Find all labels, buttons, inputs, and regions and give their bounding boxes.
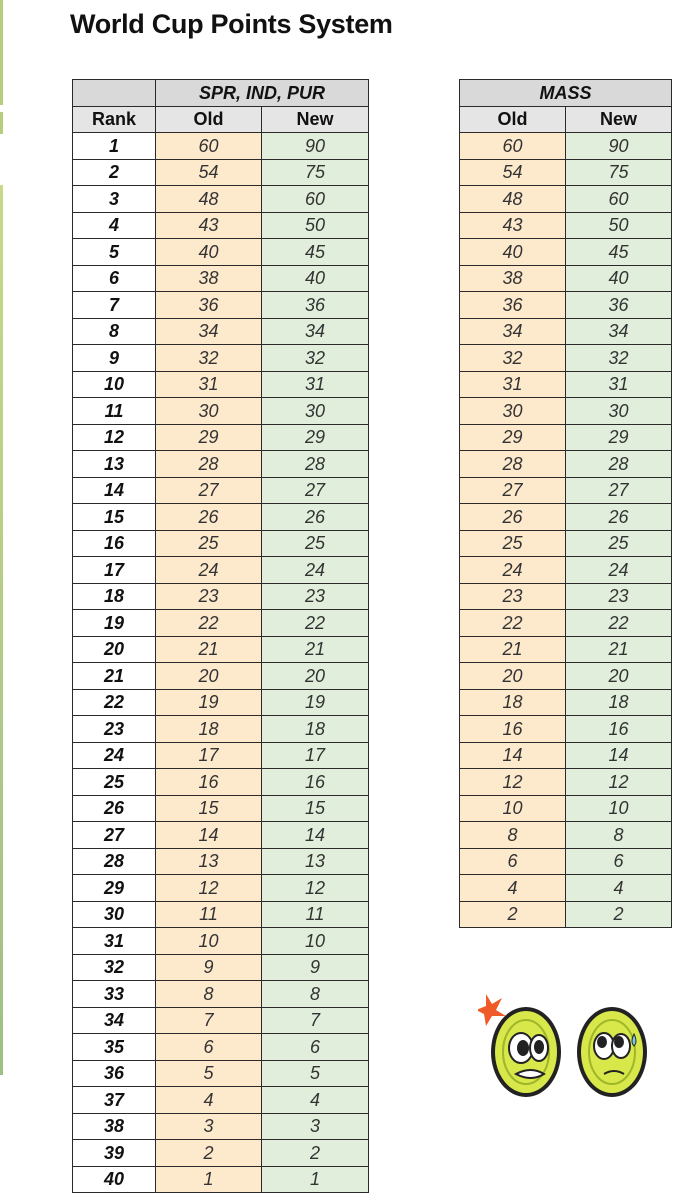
new-points-cell: 20	[262, 663, 369, 690]
new-points-cell: 27	[566, 477, 672, 504]
new-points-cell: 14	[566, 742, 672, 769]
old-points-cell: 24	[460, 557, 566, 584]
old-points-cell: 22	[156, 610, 262, 637]
new-points-cell: 14	[262, 822, 369, 849]
old-points-cell: 12	[156, 875, 262, 902]
table-row	[73, 212, 369, 239]
rank-cell: 21	[73, 663, 156, 690]
new-points-cell: 2	[262, 1140, 369, 1167]
new-points-cell: 7	[262, 1007, 369, 1034]
table-row	[73, 769, 369, 796]
page-title: World Cup Points System	[70, 9, 393, 39]
group-header: MASS	[460, 80, 672, 107]
new-points-cell: 11	[262, 901, 369, 928]
rank-cell: 31	[73, 928, 156, 955]
table-row	[73, 451, 369, 478]
rank-cell: 25	[73, 769, 156, 796]
table-row	[73, 901, 369, 928]
table-row	[73, 716, 369, 743]
table-row	[460, 239, 672, 266]
old-points-cell: 8	[460, 822, 566, 849]
rank-cell: 4	[73, 212, 156, 239]
table-row	[73, 318, 369, 345]
table-row	[460, 610, 672, 637]
old-points-cell: 43	[460, 212, 566, 239]
table-row	[460, 822, 672, 849]
old-points-cell: 31	[156, 371, 262, 398]
header-blank-cell	[73, 80, 156, 107]
rank-cell: 8	[73, 318, 156, 345]
old-points-cell: 4	[156, 1087, 262, 1114]
new-points-cell: 4	[262, 1087, 369, 1114]
rank-cell: 40	[73, 1166, 156, 1193]
old-points-cell: 38	[460, 265, 566, 292]
rank-cell: 23	[73, 716, 156, 743]
rank-cell: 14	[73, 477, 156, 504]
table-row	[460, 689, 672, 716]
table-row	[460, 265, 672, 292]
old-points-cell: 11	[156, 901, 262, 928]
table-row	[73, 239, 369, 266]
old-points-cell: 29	[460, 424, 566, 451]
new-points-cell: 23	[566, 583, 672, 610]
new-points-cell: 30	[262, 398, 369, 425]
table-row	[73, 345, 369, 372]
rank-cell: 27	[73, 822, 156, 849]
rank-cell: 26	[73, 795, 156, 822]
new-points-cell: 31	[566, 371, 672, 398]
table-row	[73, 1034, 369, 1061]
old-points-cell: 40	[460, 239, 566, 266]
new-points-cell: 28	[262, 451, 369, 478]
new-points-cell: 8	[262, 981, 369, 1008]
table-row	[73, 1140, 369, 1167]
old-points-cell: 1	[156, 1166, 262, 1193]
tennis-ball-eyes-icon	[478, 990, 658, 1110]
old-points-cell: 60	[156, 133, 262, 160]
old-points-cell: 34	[156, 318, 262, 345]
table-row	[73, 424, 369, 451]
page-edge	[0, 0, 3, 105]
table-row	[73, 557, 369, 584]
table-row	[73, 265, 369, 292]
new-points-cell: 90	[566, 133, 672, 160]
table-row	[460, 133, 672, 160]
table-row	[73, 822, 369, 849]
table-row	[73, 186, 369, 213]
rank-cell: 33	[73, 981, 156, 1008]
new-points-cell: 25	[566, 530, 672, 557]
new-points-cell: 4	[566, 875, 672, 902]
rank-cell: 10	[73, 371, 156, 398]
table-row	[460, 716, 672, 743]
rank-cell: 19	[73, 610, 156, 637]
old-points-cell: 6	[460, 848, 566, 875]
rank-column-header: Rank	[73, 106, 156, 133]
rank-cell: 17	[73, 557, 156, 584]
new-points-cell: 40	[566, 265, 672, 292]
old-points-cell: 21	[460, 636, 566, 663]
new-points-cell: 25	[262, 530, 369, 557]
old-points-cell: 25	[156, 530, 262, 557]
old-points-cell: 54	[460, 159, 566, 186]
new-points-cell: 50	[262, 212, 369, 239]
new-points-cell: 60	[566, 186, 672, 213]
new-points-cell: 75	[566, 159, 672, 186]
new-points-cell: 16	[262, 769, 369, 796]
new-points-cell: 75	[262, 159, 369, 186]
new-points-cell: 9	[262, 954, 369, 981]
rank-cell: 24	[73, 742, 156, 769]
old-points-cell: 7	[156, 1007, 262, 1034]
table-row	[460, 451, 672, 478]
new-points-cell: 6	[262, 1034, 369, 1061]
old-points-cell: 17	[156, 742, 262, 769]
rank-cell: 3	[73, 186, 156, 213]
table-row	[460, 371, 672, 398]
new-points-cell: 16	[566, 716, 672, 743]
old-points-cell: 10	[156, 928, 262, 955]
old-points-cell: 8	[156, 981, 262, 1008]
new-points-cell: 24	[262, 557, 369, 584]
new-points-cell: 10	[566, 795, 672, 822]
rank-cell: 39	[73, 1140, 156, 1167]
table-row	[460, 795, 672, 822]
rank-cell: 7	[73, 292, 156, 319]
new-points-cell: 5	[262, 1060, 369, 1087]
new-points-cell: 31	[262, 371, 369, 398]
old-points-cell: 18	[156, 716, 262, 743]
old-points-cell: 60	[460, 133, 566, 160]
rank-cell: 18	[73, 583, 156, 610]
old-points-cell: 30	[460, 398, 566, 425]
old-points-cell: 3	[156, 1113, 262, 1140]
new-points-cell: 22	[566, 610, 672, 637]
rank-cell: 22	[73, 689, 156, 716]
table-row	[460, 875, 672, 902]
old-points-cell: 36	[156, 292, 262, 319]
table-row	[73, 689, 369, 716]
old-points-cell: 20	[156, 663, 262, 690]
table-row	[73, 159, 369, 186]
table-row	[73, 928, 369, 955]
old-points-cell: 21	[156, 636, 262, 663]
new-points-cell: 36	[566, 292, 672, 319]
old-points-cell: 34	[460, 318, 566, 345]
new-points-cell: 24	[566, 557, 672, 584]
old-points-cell: 5	[156, 1060, 262, 1087]
old-points-cell: 10	[460, 795, 566, 822]
new-points-cell: 45	[262, 239, 369, 266]
new-points-cell: 26	[566, 504, 672, 531]
old-points-cell: 28	[460, 451, 566, 478]
table-row	[73, 954, 369, 981]
table-row	[460, 769, 672, 796]
old-points-cell: 24	[156, 557, 262, 584]
table-row	[73, 1007, 369, 1034]
new-points-cell: 19	[262, 689, 369, 716]
new-points-cell: 32	[566, 345, 672, 372]
table-row	[73, 504, 369, 531]
new-points-cell: 34	[566, 318, 672, 345]
table-row	[73, 742, 369, 769]
new-points-cell: 22	[262, 610, 369, 637]
old-points-cell: 32	[460, 345, 566, 372]
rank-cell: 9	[73, 345, 156, 372]
table-row	[73, 583, 369, 610]
table-row	[460, 901, 672, 928]
table-row	[73, 133, 369, 160]
old-points-cell: 2	[156, 1140, 262, 1167]
new-points-cell: 28	[566, 451, 672, 478]
rank-cell: 28	[73, 848, 156, 875]
old-points-cell: 16	[156, 769, 262, 796]
page-edge	[0, 112, 3, 134]
rank-cell: 6	[73, 265, 156, 292]
rank-cell: 16	[73, 530, 156, 557]
old-points-cell: 2	[460, 901, 566, 928]
new-points-cell: 45	[566, 239, 672, 266]
new-points-cell: 1	[262, 1166, 369, 1193]
old-points-cell: 4	[460, 875, 566, 902]
new-points-cell: 20	[566, 663, 672, 690]
group-header: SPR, IND, PUR	[156, 80, 369, 107]
rank-cell: 35	[73, 1034, 156, 1061]
rank-cell: 2	[73, 159, 156, 186]
old-points-cell: 19	[156, 689, 262, 716]
old-points-cell: 43	[156, 212, 262, 239]
new-points-cell: 10	[262, 928, 369, 955]
table-row	[460, 742, 672, 769]
new-points-cell: 32	[262, 345, 369, 372]
new-points-cell: 3	[262, 1113, 369, 1140]
new-points-cell: 26	[262, 504, 369, 531]
table-row	[460, 424, 672, 451]
rank-cell: 11	[73, 398, 156, 425]
table-row	[73, 398, 369, 425]
new-points-cell: 6	[566, 848, 672, 875]
old-points-cell: 40	[156, 239, 262, 266]
old-points-cell: 22	[460, 610, 566, 637]
rank-cell: 1	[73, 133, 156, 160]
rank-cell: 36	[73, 1060, 156, 1087]
table-row	[73, 610, 369, 637]
rank-cell: 20	[73, 636, 156, 663]
table-row	[460, 159, 672, 186]
new-points-cell: 13	[262, 848, 369, 875]
rank-cell: 32	[73, 954, 156, 981]
new-points-cell: 29	[262, 424, 369, 451]
old-column-header: Old	[460, 106, 566, 133]
rank-cell: 37	[73, 1087, 156, 1114]
old-points-cell: 54	[156, 159, 262, 186]
old-points-cell: 23	[460, 583, 566, 610]
old-points-cell: 13	[156, 848, 262, 875]
table-row	[73, 1113, 369, 1140]
old-points-cell: 36	[460, 292, 566, 319]
new-points-cell: 21	[566, 636, 672, 663]
new-points-cell: 8	[566, 822, 672, 849]
table-row	[460, 318, 672, 345]
table-row	[73, 1060, 369, 1087]
table-row	[460, 636, 672, 663]
old-points-cell: 14	[156, 822, 262, 849]
table-row	[73, 292, 369, 319]
table-row	[460, 477, 672, 504]
table-row	[460, 848, 672, 875]
new-column-header: New	[566, 106, 672, 133]
table-row	[460, 212, 672, 239]
points-table-spr-ind-pur	[72, 79, 369, 1193]
points-table-mass	[459, 79, 672, 928]
table-row	[460, 292, 672, 319]
rank-cell: 30	[73, 901, 156, 928]
old-column-header: Old	[156, 106, 262, 133]
table-row	[460, 557, 672, 584]
new-points-cell: 17	[262, 742, 369, 769]
old-points-cell: 6	[156, 1034, 262, 1061]
table-row	[73, 663, 369, 690]
old-points-cell: 20	[460, 663, 566, 690]
new-points-cell: 23	[262, 583, 369, 610]
old-points-cell: 27	[460, 477, 566, 504]
old-points-cell: 16	[460, 716, 566, 743]
table-row	[460, 663, 672, 690]
old-points-cell: 23	[156, 583, 262, 610]
rank-cell: 15	[73, 504, 156, 531]
old-points-cell: 28	[156, 451, 262, 478]
table-row	[460, 530, 672, 557]
rank-cell: 34	[73, 1007, 156, 1034]
new-points-cell: 40	[262, 265, 369, 292]
table-row	[73, 477, 369, 504]
table-row	[460, 398, 672, 425]
table-row	[73, 875, 369, 902]
table-row	[73, 636, 369, 663]
table-row	[73, 1087, 369, 1114]
old-points-cell: 18	[460, 689, 566, 716]
table-row	[73, 981, 369, 1008]
old-points-cell: 15	[156, 795, 262, 822]
new-points-cell: 18	[566, 689, 672, 716]
table-row	[460, 583, 672, 610]
old-points-cell: 48	[156, 186, 262, 213]
new-points-cell: 30	[566, 398, 672, 425]
new-points-cell: 21	[262, 636, 369, 663]
table-row	[73, 371, 369, 398]
new-points-cell: 90	[262, 133, 369, 160]
new-points-cell: 50	[566, 212, 672, 239]
table-row	[73, 1166, 369, 1193]
old-points-cell: 31	[460, 371, 566, 398]
table-row	[73, 530, 369, 557]
rank-cell: 5	[73, 239, 156, 266]
rank-cell: 38	[73, 1113, 156, 1140]
old-points-cell: 12	[460, 769, 566, 796]
new-points-cell: 36	[262, 292, 369, 319]
old-points-cell: 26	[460, 504, 566, 531]
old-points-cell: 9	[156, 954, 262, 981]
new-points-cell: 27	[262, 477, 369, 504]
old-points-cell: 32	[156, 345, 262, 372]
rank-cell: 12	[73, 424, 156, 451]
table-row	[460, 345, 672, 372]
new-points-cell: 29	[566, 424, 672, 451]
new-points-cell: 34	[262, 318, 369, 345]
rank-cell: 29	[73, 875, 156, 902]
old-points-cell: 30	[156, 398, 262, 425]
new-column-header: New	[262, 106, 369, 133]
table-row	[460, 504, 672, 531]
table-row	[460, 186, 672, 213]
new-points-cell: 15	[262, 795, 369, 822]
old-points-cell: 27	[156, 477, 262, 504]
new-points-cell: 60	[262, 186, 369, 213]
rank-cell: 13	[73, 451, 156, 478]
page-edge	[0, 185, 3, 1075]
new-points-cell: 18	[262, 716, 369, 743]
new-points-cell: 12	[262, 875, 369, 902]
old-points-cell: 25	[460, 530, 566, 557]
old-points-cell: 48	[460, 186, 566, 213]
table-row	[73, 795, 369, 822]
old-points-cell: 38	[156, 265, 262, 292]
table-row	[73, 848, 369, 875]
new-points-cell: 12	[566, 769, 672, 796]
new-points-cell: 2	[566, 901, 672, 928]
old-points-cell: 26	[156, 504, 262, 531]
old-points-cell: 14	[460, 742, 566, 769]
old-points-cell: 29	[156, 424, 262, 451]
